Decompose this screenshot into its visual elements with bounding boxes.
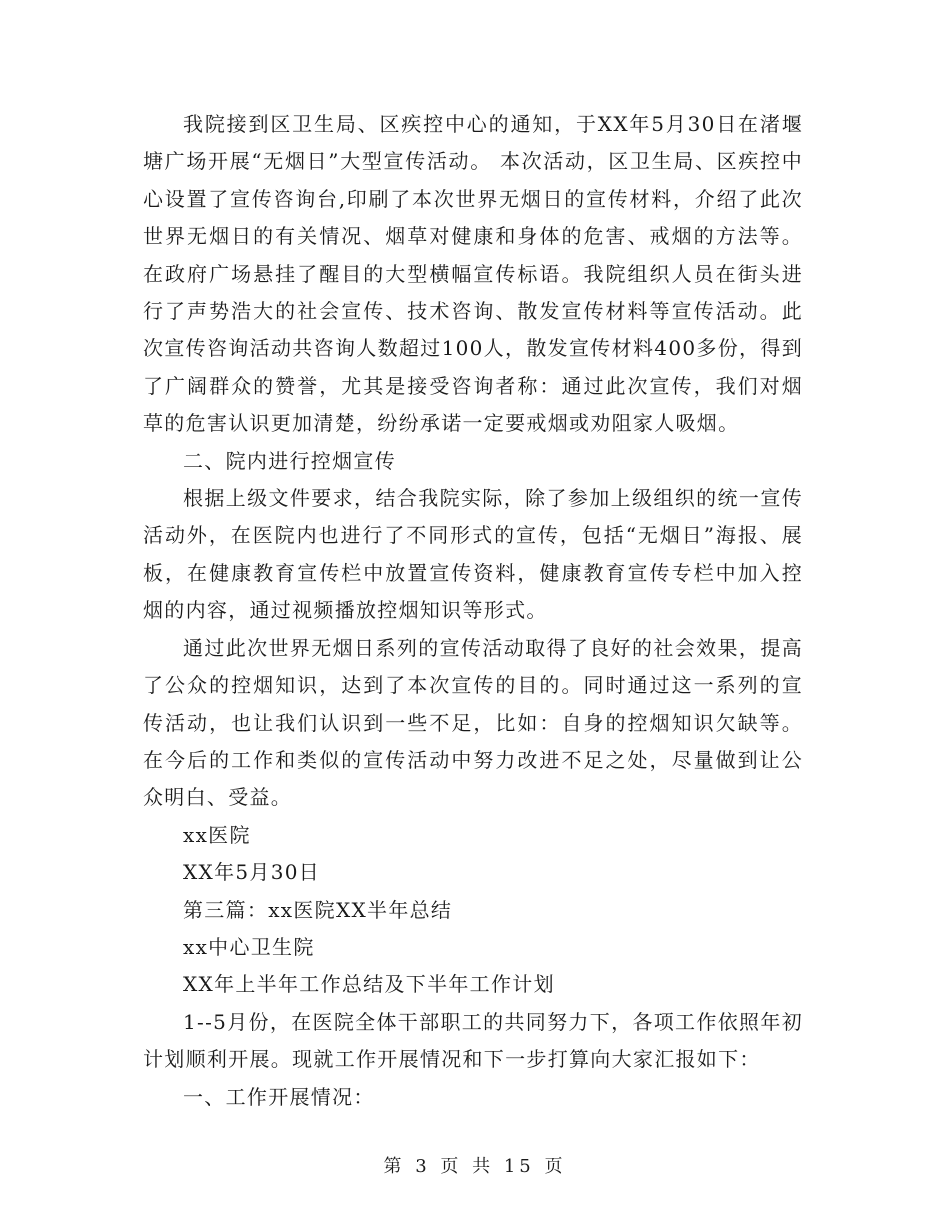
- chapter-title: 第三篇：xx医院XX半年总结: [183, 897, 453, 922]
- signature-date: XX年5月30日: [183, 860, 321, 885]
- section-heading-in-hospital-campaign: 二、院内进行控烟宣传: [183, 448, 396, 473]
- paragraph-report-intro: 1--5月份，在医院全体干部职工的共同努力下，各项工作依照年初计划顺利开展。现就工作开展情况和下一步打算向大家汇报如下：: [143, 1009, 803, 1072]
- signature-hospital: xx医院: [183, 822, 251, 847]
- report-title: XX年上半年工作总结及下半年工作计划: [183, 972, 555, 997]
- paragraph-summary: 通过此次世界无烟日系列的宣传活动取得了良好的社会效果，提高了公众的控烟知识，达到了本次宣传的目的。同时通过这一系列的宣传活动，也让我们认识到一些不足，比如：自身的控烟知识欠缺等。在今后的工作和类似的宣传活动中努力改进不足之处，尽量做到让公众明白、受益。: [143, 635, 803, 810]
- paragraph-campaign-activity: 我院接到区卫生局、区疾控中心的通知，于XX年5月30日在渚堰塘广场开展“无烟日”大型宣传活动。 本次活动，区卫生局、区疾控中心设置了宣传咨询台,印刷了本次世界无烟日的宣传材料，介绍了此次世界无烟日的有关情况、烟草对健康和身体的危害、戒烟的方法等。在政府广场悬挂了醒目的大型横幅宣传标语。我院组织人员在街头进行了声势浩大的社会宣传、技术咨询、散发宣传材料等宣传活动。此次宣传咨询活动共咨询人数超过100人，散发宣传材料400多份，得到了广阔群众的赞誉，尤其是接受咨询者称：通过此次宣传，我们对烟草的危害认识更加清楚，纷纷承诺一定要戒烟或劝阻家人吸烟。: [143, 112, 803, 436]
- organization-name: xx中心卫生院: [183, 934, 315, 959]
- document-body: [143, 106, 803, 1116]
- section-heading-work-progress: 一、工作开展情况：: [183, 1084, 375, 1109]
- page-number-footer: 第 3 页 共 15 页: [383, 1156, 567, 1177]
- paragraph-in-hospital-campaign: 根据上级文件要求，结合我院实际，除了参加上级组织的统一宣传活动外，在医院内也进行了不同形式的宣传，包括“无烟日”海报、展板，在健康教育宣传栏中放置宣传资料，健康教育宣传专栏中加入控烟的内容，通过视频播放控烟知识等形式。: [143, 486, 803, 623]
